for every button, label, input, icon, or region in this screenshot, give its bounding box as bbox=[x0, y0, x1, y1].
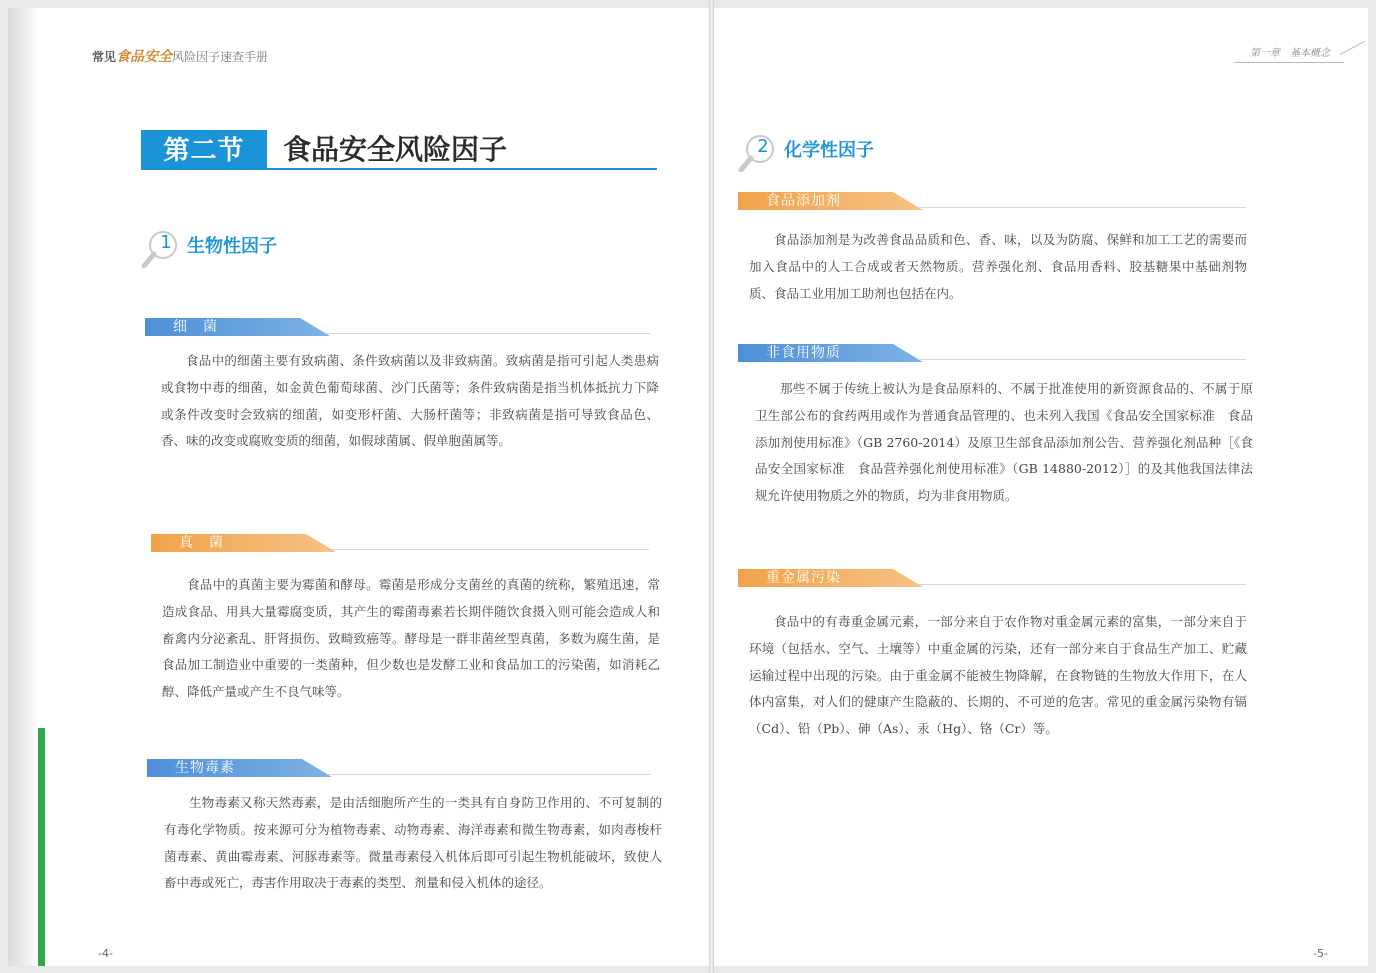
subsection-title: 真 菌 bbox=[179, 535, 224, 551]
running-head-left bbox=[92, 46, 268, 66]
subsection-title: 非食用物质 bbox=[766, 345, 841, 361]
subsection-title: 细 菌 bbox=[173, 319, 218, 335]
factor-title: 生物性因子 bbox=[187, 236, 277, 257]
factor-number: 1 bbox=[160, 232, 172, 253]
left-page bbox=[8, 8, 709, 966]
subsection-rule bbox=[331, 549, 649, 550]
paragraph-fungi: 食品中的真菌主要为霉菌和酵母。霉菌是形成分支菌丝的真菌的统称，繁殖迅速，常造成食品、用具大量霉腐变质，其产生的霉菌毒素若长期伴随饮食摄入则可能会造成人和畜禽内分泌紊乱、肝肾损伤、致畸致癌等。酵母是一群非菌丝型真菌，多数为腐生菌，是食品加工制造业中重要的一类菌种，但少数也是发酵工业和食品加工的污染菌，如消耗乙醇、降低产量或产生不良气味等。 bbox=[162, 577, 660, 700]
page-number-left: -4- bbox=[98, 947, 113, 960]
running-head-part3: 风险因子速查手册 bbox=[172, 50, 269, 64]
subsection-header-bacteria bbox=[145, 318, 650, 336]
subsection-rule bbox=[327, 774, 651, 775]
green-edge-stripe bbox=[38, 728, 45, 966]
subsection-header-additives bbox=[738, 192, 1246, 210]
subsection-rule bbox=[918, 359, 1246, 360]
subsection-header-fungi bbox=[151, 534, 651, 552]
factor-title: 化学性因子 bbox=[784, 140, 874, 161]
subsection-header-heavy-metal bbox=[738, 569, 1246, 587]
running-head-part1: 常见 bbox=[92, 50, 117, 64]
paragraph-bacteria: 食品中的细菌主要有致病菌、条件致病菌以及非致病菌。致病菌是指可引起人类患病或食物中毒的细菌，如金黄色葡萄球菌、沙门氏菌等；条件致病菌是指当机体抵抗力下降或条件改变时会致病的细菌，如变形杆菌、大肠杆菌等；非致病菌是指可导致食品色、香、味的改变或腐败变质的细菌，如假球菌属、假单胞菌属等。 bbox=[161, 353, 659, 449]
right-page bbox=[714, 8, 1368, 966]
paragraph-heavy-metal: 食品中的有毒重金属元素，一部分来自于农作物对重金属元素的富集，一部分来自于环境（包括水、空气、土壤等）中重金属的污染，还有一部分来自于食品生产加工、贮藏运输过程中出现的污染。由于重金属不能被生物降解，在食物链的生物放大作用下，在人体内富集，对人们的健康产生隐蔽的、长期的、不可逆的危害。常见的重金属污染物有镉（Cd）、铅（Pb）、砷（As）、汞（Hg）、铬（Cr）等。 bbox=[749, 614, 1247, 737]
subsection-title: 食品添加剂 bbox=[766, 193, 841, 209]
factor-number: 2 bbox=[757, 136, 769, 157]
subsection-header-nonfood bbox=[738, 344, 1246, 362]
section-underline bbox=[267, 168, 657, 170]
paragraph-additives: 食品添加剂是为改善食品品质和色、香、味，以及为防腐、保鲜和加工工艺的需要而加入食品中的人工合成或者天然物质。营养强化剂、食品用香料、胶基糖果中基础剂物质、食品工业用加工助剂也包括在内。 bbox=[749, 232, 1247, 301]
subsection-title: 生物毒素 bbox=[175, 760, 235, 776]
subsection-header-biotoxin bbox=[147, 759, 652, 777]
section-label: 第二节 bbox=[141, 130, 267, 170]
subsection-rule bbox=[325, 333, 650, 334]
running-head-part2: 食品安全 bbox=[116, 49, 173, 65]
page-edge bbox=[8, 8, 38, 966]
section-title: 食品安全风险因子 bbox=[283, 133, 508, 166]
running-head-right: 第一章 基本概念 bbox=[1250, 48, 1330, 59]
page-number-right: -5- bbox=[1313, 947, 1328, 960]
paragraph-biotoxin: 生物毒素又称天然毒素，是由活细胞所产生的一类具有自身防卫作用的、不可复制的有毒化学物质。按来源可分为植物毒素、动物毒素、海洋毒素和微生物毒素，如肉毒梭杆菌毒素、黄曲霉毒素、河豚毒素等。微量毒素侵入机体后即可引起生物机能破坏，致使人畜中毒或死亡，毒害作用取决于毒素的类型、剂量和侵入机体的途径。 bbox=[164, 795, 662, 891]
subsection-title: 重金属污染 bbox=[766, 570, 841, 586]
subsection-rule bbox=[918, 584, 1246, 585]
subsection-rule bbox=[918, 207, 1246, 208]
section-heading bbox=[141, 130, 657, 170]
paragraph-nonfood: 那些不属于传统上被认为是食品原料的、不属于批准使用的新资源食品的、不属于原卫生部公布的食药两用或作为普通食品管理的、也未列入我国《食品安全国家标准 食品添加剂使用标准》（GB 2760-2014）及原卫生部食品添加剂公告、营养强化剂品种［《食品安全国家标准 食品营养强化剂使用标准》（GB 14880-2012）］的及其他我国法律法规允许使用物质之外的物质，均为非食用物质。 bbox=[755, 381, 1253, 504]
running-head-rule-slant bbox=[1340, 41, 1365, 55]
running-head-rule bbox=[1234, 62, 1344, 63]
